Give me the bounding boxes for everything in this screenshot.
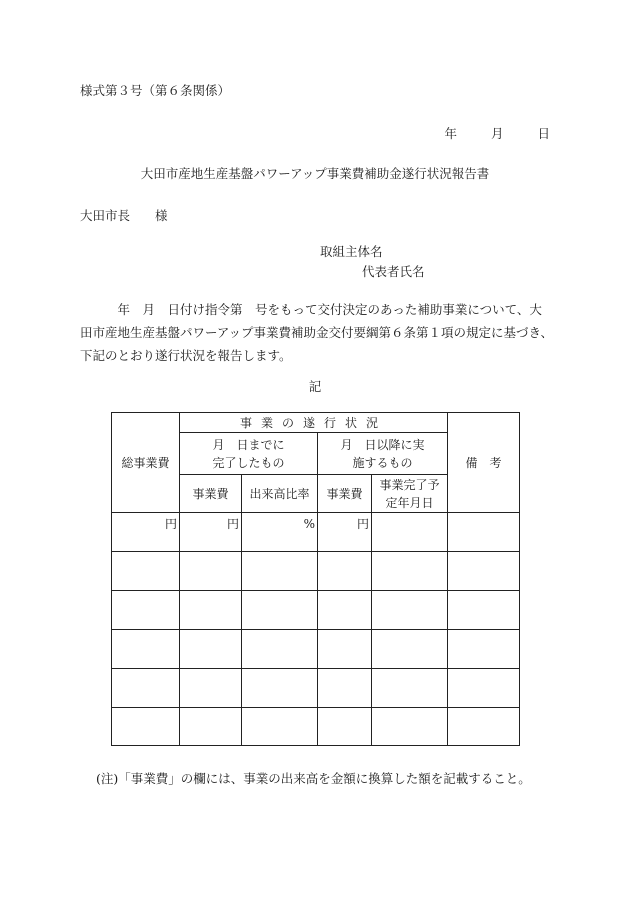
status-header: 事業の遂行状況 bbox=[180, 413, 448, 433]
body-line-3: 下記のとおり遂行状況を報告します。 bbox=[80, 348, 292, 363]
date-line bbox=[444, 124, 550, 142]
completed-header: 月 日までに 完了したもの bbox=[180, 433, 318, 475]
planned-header: 月 日以降に実 施するもの bbox=[318, 433, 448, 475]
entity-name-label: 取組主体名 bbox=[320, 244, 383, 259]
cost-column-header-2: 事業費 bbox=[318, 475, 372, 513]
completion-date-header: 事業完了予 定年月日 bbox=[372, 475, 448, 513]
table-row bbox=[112, 591, 520, 630]
table-row bbox=[112, 630, 520, 669]
table-cell bbox=[448, 513, 520, 552]
report-table bbox=[111, 412, 520, 746]
ki-heading: 記 bbox=[308, 379, 322, 394]
unit-percent: % bbox=[242, 513, 318, 552]
date-day: 日 bbox=[537, 126, 550, 141]
body-line-1: 年 月 日付け指令第 号をもって交付決定のあった補助事業について、大 bbox=[80, 302, 542, 317]
date-year: 年 bbox=[444, 126, 457, 141]
total-cost-header: 総事業費 bbox=[112, 413, 180, 513]
cost-column-header: 事業費 bbox=[180, 475, 242, 513]
table-cell bbox=[372, 513, 448, 552]
table-row bbox=[112, 669, 520, 708]
unit-yen: 円 bbox=[112, 513, 180, 552]
unit-yen: 円 bbox=[318, 513, 372, 552]
note-text: (注)「事業費」の欄には、事業の出来高を金額に換算した額を記載すること。 bbox=[96, 771, 531, 786]
representative-name-label: 代表者氏名 bbox=[362, 264, 425, 279]
body-text bbox=[80, 298, 555, 367]
date-month: 月 bbox=[490, 126, 504, 141]
body-line-2: 田市産地生産基盤パワーアップ事業費補助金交付要綱第６条第１項の規定に基づき、 bbox=[80, 325, 554, 340]
table-row bbox=[112, 708, 520, 746]
table-row bbox=[112, 513, 520, 552]
form-number: 様式第３号（第６条関係） bbox=[80, 83, 231, 98]
progress-ratio-header: 出来高比率 bbox=[242, 475, 318, 513]
document-title: 大田市産地生産基盤パワーアップ事業費補助金遂行状況報告書 bbox=[140, 166, 490, 181]
unit-yen: 円 bbox=[180, 513, 242, 552]
table-row bbox=[112, 552, 520, 591]
addressee: 大田市長 様 bbox=[80, 208, 168, 223]
remarks-header: 備 考 bbox=[448, 413, 520, 513]
